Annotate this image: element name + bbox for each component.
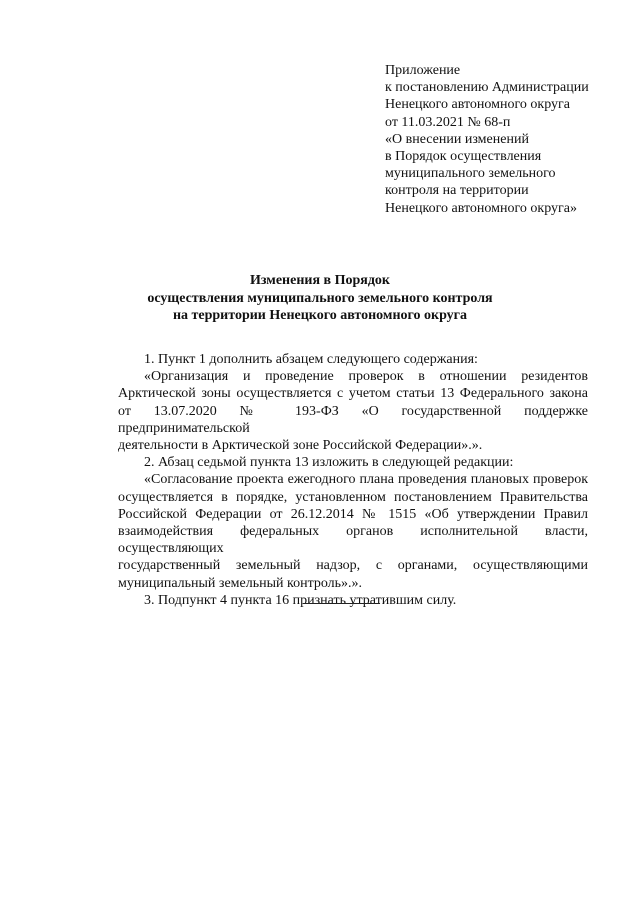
appendix-line: от 11.03.2021 № 68-п xyxy=(385,114,511,130)
document-body xyxy=(118,351,588,609)
quote-line: Российской Федерации от 26.12.2014 № 1515 «Об утверждении Правил xyxy=(118,506,588,522)
item-3: 3. Подпункт 4 пункта 16 признать утратившим силу. xyxy=(144,592,457,608)
quote-line: «Организация и проведение проверок в отношении резидентов xyxy=(144,369,588,385)
appendix-line: к постановлению Администрации xyxy=(385,80,589,96)
title-line: Изменения в Порядок xyxy=(249,273,390,288)
quote-line: взаимодействия федеральных органов исполнительной власти, осуществляющих xyxy=(118,524,588,557)
appendix-line: муниципального земельного xyxy=(385,166,556,182)
quote-line: деятельности в Арктической зоне Российской Федерации».». xyxy=(118,438,483,454)
appendix-line: Приложение xyxy=(385,63,461,78)
appendix-line: контроля на территории xyxy=(385,183,529,199)
title-line: осуществления муниципального земельного контроля xyxy=(147,290,493,306)
quote-line: Арктической зоны осуществляется с учетом статьи 13 Федерального закона xyxy=(118,386,588,402)
quote-line: государственный земельный надзор, с органами, осуществляющими xyxy=(118,558,588,574)
appendix-line: в Порядок осуществления xyxy=(385,149,542,165)
quote-line: «Согласование проекта ежегодного плана проведения плановых проверок xyxy=(144,472,588,488)
appendix-line: Ненецкого автономного округа» xyxy=(385,200,577,216)
appendix-line: Ненецкого автономного округа xyxy=(385,97,570,113)
appendix-block xyxy=(385,62,625,217)
item-2-quote xyxy=(118,471,588,591)
quote-line: муниципальный земельный контроль».». xyxy=(118,575,363,591)
quote-line: от 13.07.2020 № 193-ФЗ «О государственной поддержке предпринимательской xyxy=(118,403,588,436)
title-line: на территории Ненецкого автономного округа xyxy=(172,308,468,323)
quote-line: осуществляется в порядке, установленном постановлением Правительства xyxy=(118,489,588,505)
item-1-intro: 1. Пункт 1 дополнить абзацем следующего содержания: xyxy=(144,352,478,367)
document-title xyxy=(100,272,540,325)
closing-divider xyxy=(303,603,380,604)
appendix-line: «О внесении изменений xyxy=(385,131,529,147)
item-2-intro: 2. Абзац седьмой пункта 13 изложить в следующей редакции: xyxy=(144,455,514,471)
item-1-quote xyxy=(118,368,588,454)
